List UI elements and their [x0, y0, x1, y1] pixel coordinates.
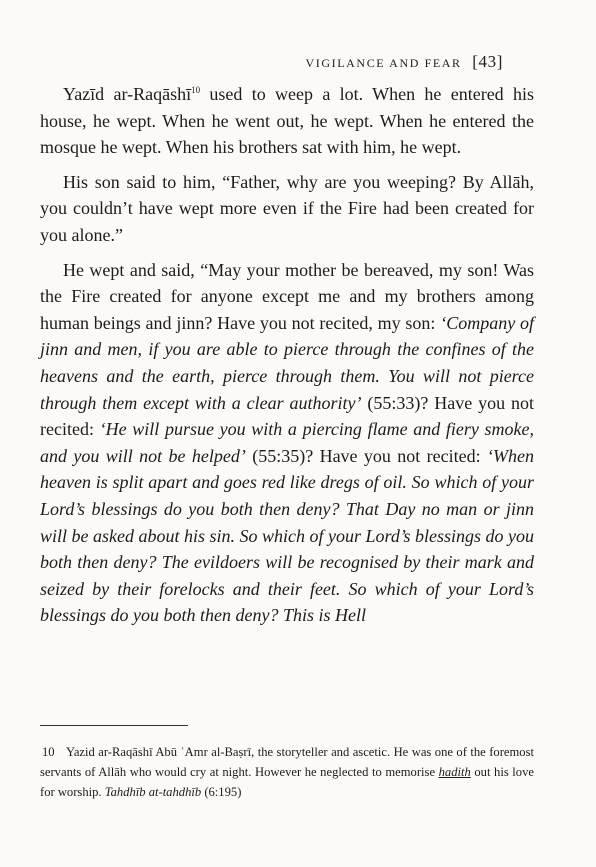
paragraph-1 — [40, 81, 534, 161]
paragraph-3-mid-2: (55:35)? Have you not recited: — [245, 445, 488, 466]
quran-quote-55-35: ‘He will pursue you with a piercing flame and fiery smoke, and you will not be helped’ — [40, 419, 535, 466]
running-head — [306, 52, 503, 72]
running-head-title: VIGILANCE AND FEAR — [305, 56, 462, 70]
quran-quote-55-33: ‘Company of jinn and men, if you are able to pierce through the confines of the heavens and the earth, pierce through them. You will not pierce through them except with a clear authority’ — [40, 312, 534, 413]
body-text — [40, 81, 534, 637]
footnote-divider — [40, 725, 188, 726]
footnote-number: 10 — [42, 745, 55, 759]
footnote-source-title: Tahdhīb at-tahdhīb — [104, 785, 202, 799]
footnote-hadith-term: hadith — [438, 765, 471, 779]
paragraph-1-rest: used to weep a lot. When he entered his house, he wept. When he went out, he wept. When he entered the mosque he wept. When his brothers sat with him, he wept. — [40, 84, 534, 158]
footnote-source-ref: (6:195) — [201, 785, 242, 799]
paragraph-1-start: Yazīd ar-Raqāshī — [63, 84, 192, 104]
paragraph-2: His son said to him, “Father, why are you weeping? By Allāh, you couldn’t have wept more even if the Fire had been created for you alone.” — [40, 171, 534, 245]
quran-quote-55-37: ‘When heaven is split apart and goes red like dregs of oil. So which of your Lord’s blessings do you both then deny? That Day no man or jinn will be asked about his sin. So which of your Lord’s blessings do you both then deny? The evildoers will be recognised by their mark and seized by their forelocks and their feet. So which of your Lord’s blessings do you both then deny? This is Hell — [40, 445, 535, 626]
footnote-reference: 10 — [191, 85, 201, 95]
footnote-text-mid: out his love for worship. — [40, 765, 534, 799]
paragraph-3-mid-1: (55:33)? Have you not recited: — [40, 392, 534, 440]
footnote — [40, 742, 534, 802]
paragraph-3 — [40, 257, 534, 629]
footnote-text-start: Yazid ar-Raqāshī Abū ʿAmr al-Baṣrī, the storyteller and ascetic. He was one of the foremost servants of Allāh who would cry at night. However he neglected to memorise — [40, 745, 534, 779]
paragraph-3-start: He wept and said, “May your mother be bereaved, my son! Was the Fire created for anyone except me and my brothers among human beings and jinn? Have you not recited, my son: — [40, 259, 534, 333]
page-number: [43] — [472, 52, 503, 71]
